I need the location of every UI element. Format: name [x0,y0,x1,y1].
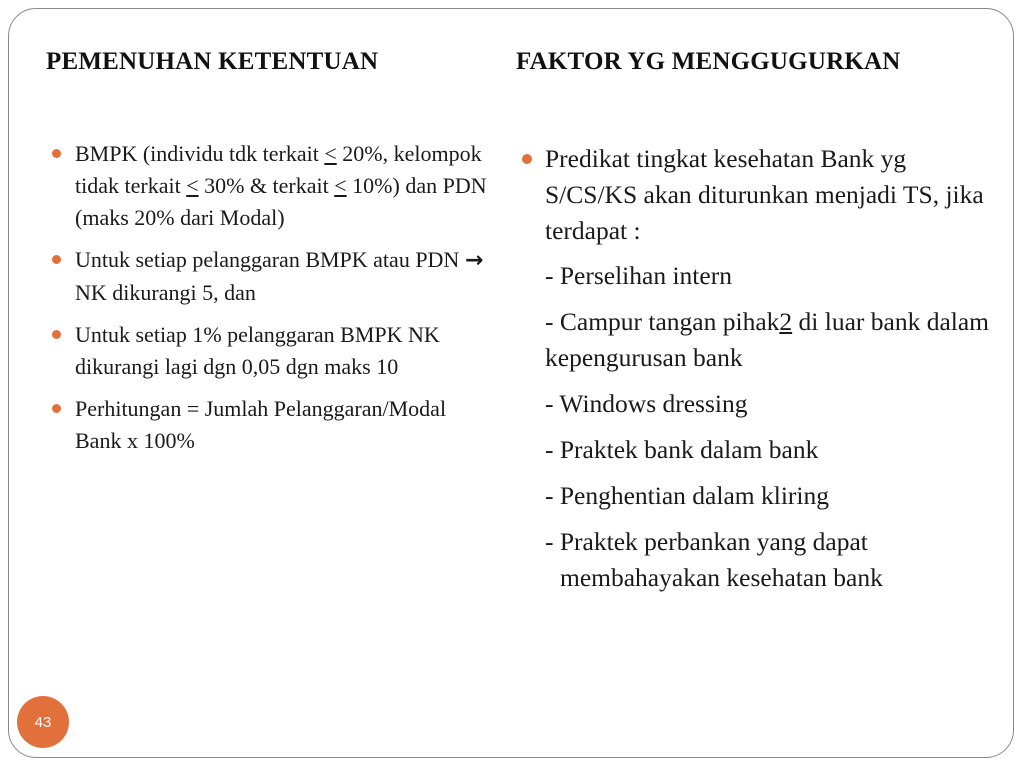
left-heading: PEMENUHAN KETENTUAN [46,48,379,75]
page-number-badge: 43 [17,696,69,748]
bullet-icon [52,255,61,264]
bullet-icon [52,149,61,158]
sub-item-bank-dalam-bank: - Praktek bank dalam bank [545,435,819,464]
less-equal-symbol: < [334,173,347,198]
bullet-icon [52,404,61,413]
bullet-icon [522,154,532,164]
list-item-predikat: Predikat tingkat kesehatan Bank yg S/CS/KS akan diturunkan menjadi TS, jika terdapat : [520,141,990,249]
right-column [520,141,990,606]
sub-item-praktek-perbankan-cont: membahayakan kesehatan bank [560,563,883,592]
list-item-per-persen: Untuk setiap 1% pelanggaran BMPK NK dikurangi lagi dgn 0,05 dgn maks 10 [50,319,490,383]
list-item-pelanggaran: Untuk setiap pelanggaran BMPK atau PDN → NK dikurangi 5, dan [50,244,490,309]
sub-item-campur-tangan: - Campur tangan pihak2 di luar bank dalam kepengurusan bank [545,307,990,372]
bullet-icon [52,330,61,339]
less-equal-symbol: < [186,173,199,198]
less-equal-symbol: < [324,141,337,166]
sub-item-kliring: - Penghentian dalam kliring [545,481,829,510]
sub-item-windows-dressing: - Windows dressing [545,389,748,418]
left-column [50,138,490,467]
list-item-perhitungan: Perhitungan = Jumlah Pelanggaran/Modal Bank x 100% [50,393,490,457]
sub-item-perselisihan: - Perselihan intern [545,261,732,290]
right-heading: FAKTOR YG MENGGUGURKAN [516,48,901,75]
list-item-bmpk: BMPK (individu tdk terkait < 20%, kelompok tidak terkait < 30% & terkait < 10%) dan PDN (maks 20% dari Modal) [50,138,490,234]
arrow-right-icon: → [464,248,484,273]
sub-item-praktek-perbankan: - Praktek perbankan yang dapat [545,527,868,556]
